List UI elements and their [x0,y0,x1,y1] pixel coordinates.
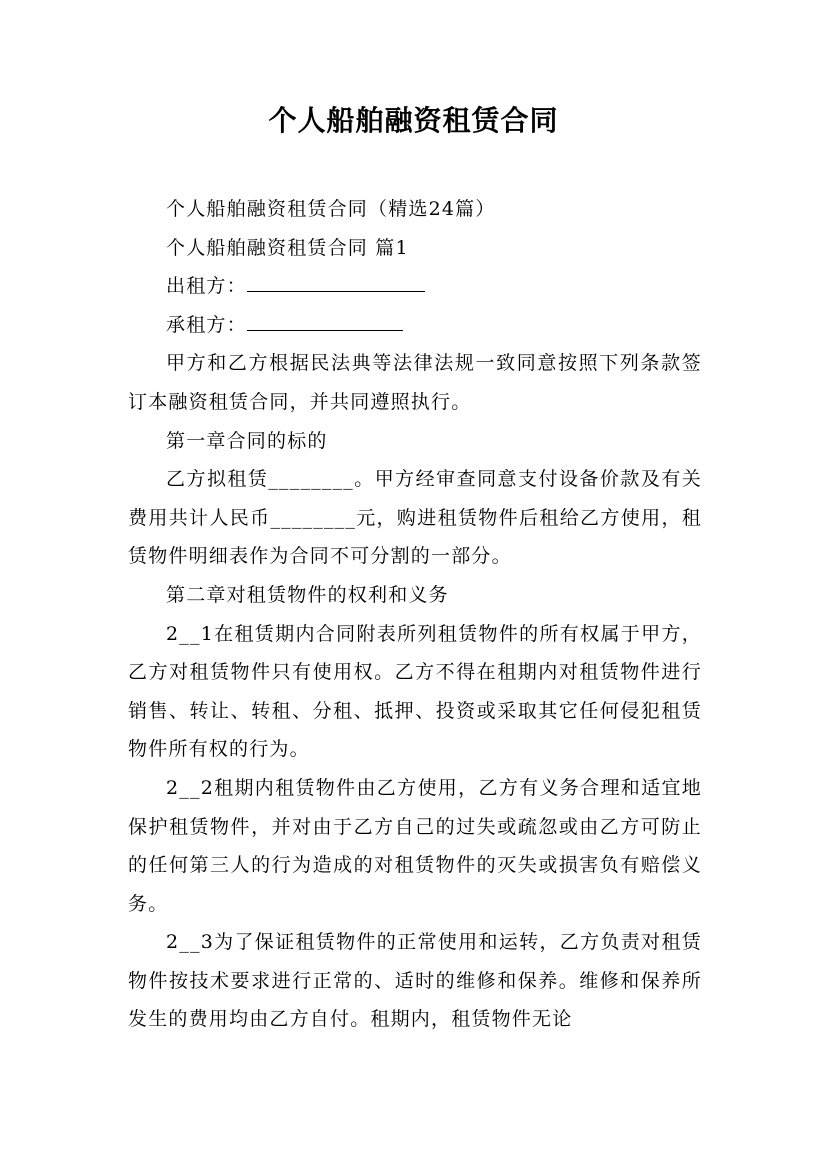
lessor-line [128,267,702,306]
chapter-2-heading: 第二章对租赁物件的权利和义务 [166,583,449,606]
subtitle: 个人船舶融资租赁合同（精选24篇） [166,198,496,220]
document-body [128,190,702,1039]
lessee-line [128,306,702,345]
clause-2-3-paragraph: 2__3为了保证租赁物件的正常使用和运转，乙方负责对租赁物件按技术要求进行正常的、适时的维修和保养。维修和保养所发生的费用均由乙方自付。租期内，租赁物件无论 [128,931,702,1031]
lessor-label: 出租方： [166,275,247,298]
lessee-blank-line [247,310,403,331]
chapter-1-paragraph: 乙方拟租赁________。甲方经审查同意支付设备价款及有关费用共计人民币________元，购进租赁物件后租给乙方使用，租赁物件明细表作为合同不可分割的一部分。 [128,468,702,568]
chapter-1-heading: 第一章合同的标的 [166,429,328,452]
document-title: 个人船舶融资租赁合同 [268,104,559,137]
article-heading: 个人船舶融资租赁合同 篇1 [166,236,409,259]
intro-paragraph: 甲方和乙方根据民法典等法律法规一致同意按照下列条款签订本融资租赁合同，并共同遵照执行。 [128,352,702,413]
clause-2-1-paragraph: 2__1在租赁期内合同附表所列租赁物件的所有权属于甲方，乙方对租赁物件只有使用权。乙方不得在租期内对租赁物件进行销售、转让、转租、分租、抵押、投资或采取其它任何侵犯租赁物件所有权的行为。 [128,622,702,761]
lessor-blank-line [247,271,425,292]
clause-2-2-paragraph: 2__2租期内租赁物件由乙方使用，乙方有义务合理和适宜地保护租赁物件，并对由于乙方自己的过失或疏忽或由乙方可防止的任何第三人的行为造成的对租赁物件的灭失或损害负有赔偿义务。 [128,776,702,915]
lessee-label: 承租方： [166,313,247,336]
